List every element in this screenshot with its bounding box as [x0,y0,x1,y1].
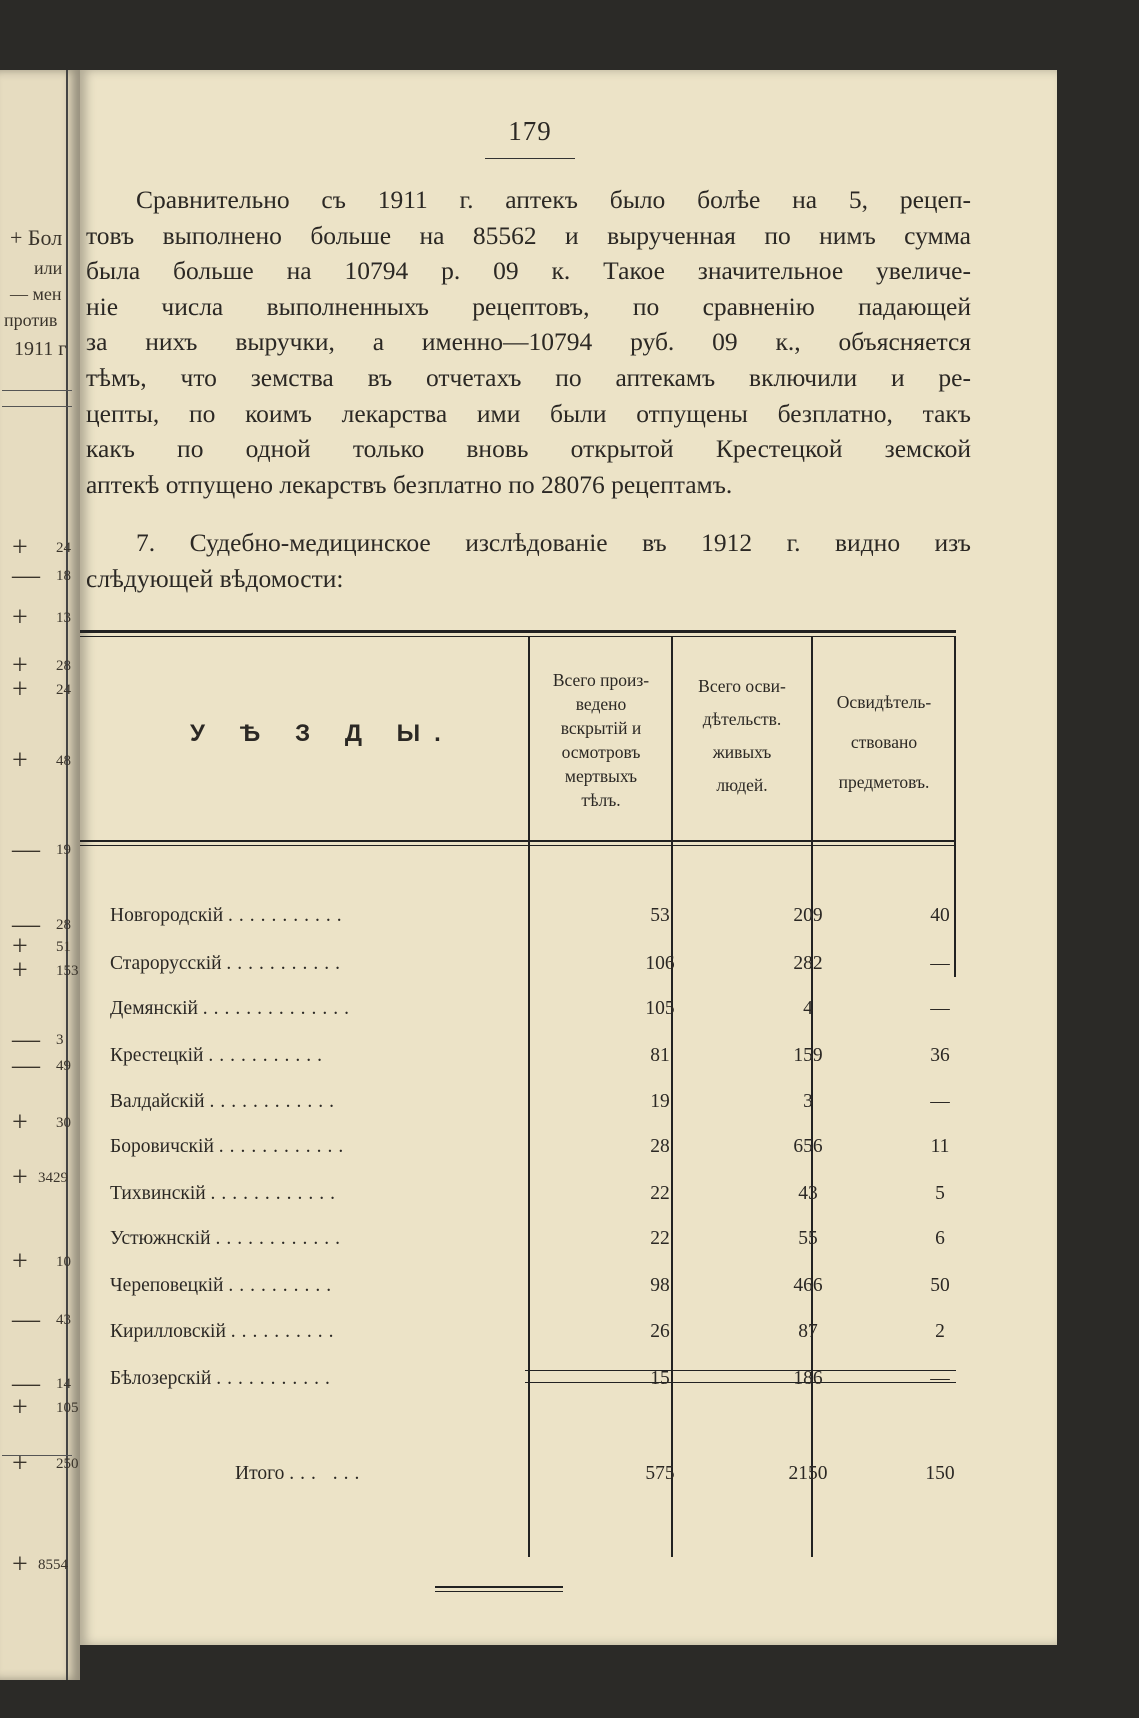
autopsies-cell: 81 [650,1045,670,1066]
autopsies-cell: 15 [650,1368,670,1389]
left-facing-page [0,70,80,1680]
left-page-number: 14 [56,1376,71,1392]
table-row [80,1136,1057,1176]
objects-examined-cell: — [930,953,950,974]
uezd-name-cell [110,1275,550,1297]
closing-double-rule-thin [435,1591,563,1592]
autopsies-cell: 53 [650,905,670,926]
objects-examined-cell: 36 [930,1045,950,1066]
header-line: осмотровъ [561,742,641,762]
left-page-heading-4: против [4,310,58,330]
header-line: ствовано [850,732,918,752]
left-page-sign: + [12,1246,28,1277]
table-header-rule [80,840,956,842]
left-page-number: 28 [56,658,71,674]
uezd-name-cell [110,1183,550,1205]
uezd-name: Кирилловскій [110,1321,226,1342]
total-label [235,1463,675,1485]
page-number-underline [485,158,575,159]
left-page-sign: + [12,1107,28,1138]
left-page-rule [2,390,72,391]
left-page-number: 43 [56,1312,71,1328]
left-page-number: 153 [56,963,79,979]
total-objects-examined: 150 [925,1463,955,1484]
text-line: слѣдующей вѣдомости: [86,563,344,593]
autopsies-cell: 26 [650,1321,670,1342]
autopsies-cell: 19 [650,1091,670,1112]
autopsies-cell: 22 [650,1228,670,1249]
header-line: людей. [716,775,768,795]
autopsies-cell: 22 [650,1183,670,1204]
text-line: 7. Судебно-медицинское изслѣдованіе въ 1912 г. видно изъ [136,528,971,557]
living-examined-cell: 656 [793,1136,823,1157]
autopsies-cell: 106 [645,953,675,974]
table-row [80,905,1057,945]
left-page-heading-2: или [34,258,63,278]
left-page-sign: — [12,909,40,940]
text-line: была больше на 10794 р. 09 к. Такое значительное увеличе- [86,256,971,286]
column-header-living-examined [675,670,809,802]
autopsies-cell: 98 [650,1275,670,1296]
left-page-number: 18 [56,568,71,584]
leader-dots: ........... [226,953,347,974]
table-row [80,1183,1057,1223]
page-number: 179 [508,116,552,146]
header-line: дѣтельств. [702,709,782,729]
uezd-name: Тихвинскій [110,1183,206,1204]
left-page-sign: + [12,1162,28,1193]
living-examined-cell: 209 [793,905,823,926]
left-page-sign: — [12,834,40,865]
uezd-name-cell [110,1045,550,1067]
living-examined-cell: 87 [798,1321,818,1342]
leader-dots: .......... [230,1321,340,1342]
uezd-name: Валдайскій [110,1091,205,1112]
text-line: какъ по одной только вновь открытой Крестецкой земской [86,434,971,464]
uezd-name-cell [110,953,550,975]
left-page-rule [2,406,72,407]
left-page-number: 105 [56,1400,79,1416]
paragraph-pharmacies [86,182,971,502]
left-page-rule [2,1455,72,1456]
left-page-number: 49 [56,1058,71,1074]
left-page-number: 24 [56,540,71,556]
left-page-number: 10 [56,1254,71,1270]
header-line: живыхъ [712,742,772,762]
uezd-name: Боровичскій [110,1136,214,1157]
header-line: мертвыхъ [564,766,638,786]
table-row [80,953,1057,993]
left-page-sign: — [12,1050,40,1081]
uezd-name: Устюжнскій [110,1228,211,1249]
autopsies-cell: 105 [645,998,675,1019]
left-page-sign: + [12,931,28,962]
total-name: Итого [235,1463,285,1484]
column-header-uezdy: У Ѣ З Д Ы. [190,720,455,747]
uezd-name: Череповецкій [110,1275,224,1296]
left-page-edge-rule [66,70,68,1680]
leader-dots: .......... [228,1275,338,1296]
text-line: цепты, по коимъ лекарства ими были отпущены безплатно, такъ [86,398,971,428]
left-page-sign: + [12,650,28,681]
objects-examined-cell: — [930,998,950,1019]
total-autopsies: 575 [645,1463,675,1484]
uezd-name: Бѣлозерскій [110,1368,212,1389]
uezd-name-cell [110,1228,550,1250]
left-page-sign: — [12,1024,40,1055]
left-page-number: 30 [56,1115,71,1131]
left-page-sign: + [12,1392,28,1423]
header-line: ведено [575,694,627,714]
column-header-objects-examined [815,682,953,802]
leader-dots: ........... [216,1368,336,1389]
left-page-number: 51 [56,939,71,955]
leader-dots: ............ [209,1091,340,1112]
objects-examined-cell: 50 [930,1275,950,1296]
header-line: Всего осви- [698,676,786,696]
uezd-name-cell [110,905,550,927]
table-row [80,1321,1057,1361]
left-page-heading-1: + Бол [10,225,63,250]
left-page-number: 13 [56,610,71,626]
leader-dots: ............ [210,1183,342,1204]
living-examined-cell: 159 [793,1045,823,1066]
living-examined-cell: 282 [793,953,823,974]
uezd-name-cell [110,1368,550,1390]
paragraph-forensic [86,525,971,596]
left-page-number: 250 [56,1456,79,1472]
text-line: тѣмъ, что земства въ отчетахъ по аптекамъ включили и ре- [86,362,971,392]
objects-examined-cell: 40 [930,905,950,926]
header-line: Освидѣтель- [836,692,932,712]
table-row [80,998,1057,1038]
left-page-number: 3429 [38,1170,68,1186]
left-page-number: 24 [56,682,71,698]
table-header-rule-thin [80,845,956,846]
left-page-heading-3: — мен [10,284,62,304]
leader-dots: ... ... [289,1463,366,1484]
leader-dots: .............. [202,998,356,1019]
uezd-name-cell [110,1321,550,1343]
leader-dots: ............ [218,1136,350,1157]
uezd-name-cell [110,1136,550,1158]
living-examined-cell: 186 [793,1368,823,1389]
uezd-name: Крестецкій [110,1045,204,1066]
table-total-row [80,1463,1057,1503]
objects-examined-cell: — [930,1091,950,1112]
table-top-rule [80,630,956,633]
header-line: Всего произ- [552,670,650,690]
uezd-name: Новгородскій [110,905,224,926]
left-page-sign: + [12,1448,28,1479]
left-page-sign: + [12,674,28,705]
left-page-number: 19 [56,842,71,858]
left-page-heading-5: 1911 г [14,338,67,360]
header-line: предметовъ. [838,772,930,792]
objects-examined-cell: 6 [935,1228,945,1249]
left-page-sign: — [12,1368,40,1399]
text-line: Сравнительно съ 1911 г. аптекъ было болѣе на 5, рецеп- [136,185,971,214]
header-line: вскрытій и [560,718,642,738]
table-row [80,1368,1057,1408]
leader-dots: ........... [228,905,348,926]
left-page-sign: + [12,602,28,633]
text-line: за нихъ выручки, а именно—10794 руб. 09 к., объясняется [86,327,971,357]
column-header-autopsies [532,668,670,812]
table-row [80,1275,1057,1315]
living-examined-cell: 466 [793,1275,823,1296]
left-page-sign: — [12,560,40,591]
table-top-rule-thin [80,636,956,637]
header-line: тѣлъ. [581,790,621,810]
uezd-name-cell [110,998,550,1020]
uezd-name-cell [110,1091,550,1113]
table-row [80,1091,1057,1131]
left-page-sign: — [12,1304,40,1335]
table-row [80,1045,1057,1085]
leader-dots: ........... [208,1045,328,1066]
uezd-name: Демянскій [110,998,198,1019]
text-line: товъ выполнено больше на 85562 и вырученная по нимъ сумма [86,220,971,250]
closing-double-rule [435,1586,563,1588]
left-page-number: 28 [56,917,71,933]
objects-examined-cell: 5 [935,1183,945,1204]
table-row [80,1228,1057,1268]
left-page-number: 8554 [38,1557,68,1573]
living-examined-cell: 4 [803,998,813,1019]
living-examined-cell: 55 [798,1228,818,1249]
text-line: ніе числа выполненныхъ рецептовъ, по сравненію падающей [86,291,971,321]
left-page-sign: + [12,1549,28,1580]
autopsies-cell: 28 [650,1136,670,1157]
total-living-examined: 2150 [788,1463,828,1484]
leader-dots: ............ [215,1228,346,1249]
left-page-sign: + [12,532,28,563]
uezd-name: Старорусскій [110,953,222,974]
living-examined-cell: 3 [803,1091,813,1112]
left-page-sign: + [12,745,28,776]
book-page [80,70,1057,1645]
objects-examined-cell: — [930,1368,950,1389]
left-page-number: 48 [56,753,71,769]
left-page-sign: + [12,955,28,986]
left-page-number: 3 [56,1032,64,1048]
objects-examined-cell: 2 [935,1321,945,1342]
objects-examined-cell: 11 [930,1136,950,1157]
text-line: аптекѣ отпущено лекарствъ безплатно по 28076 рецептамъ. [86,469,733,499]
living-examined-cell: 43 [798,1183,818,1204]
